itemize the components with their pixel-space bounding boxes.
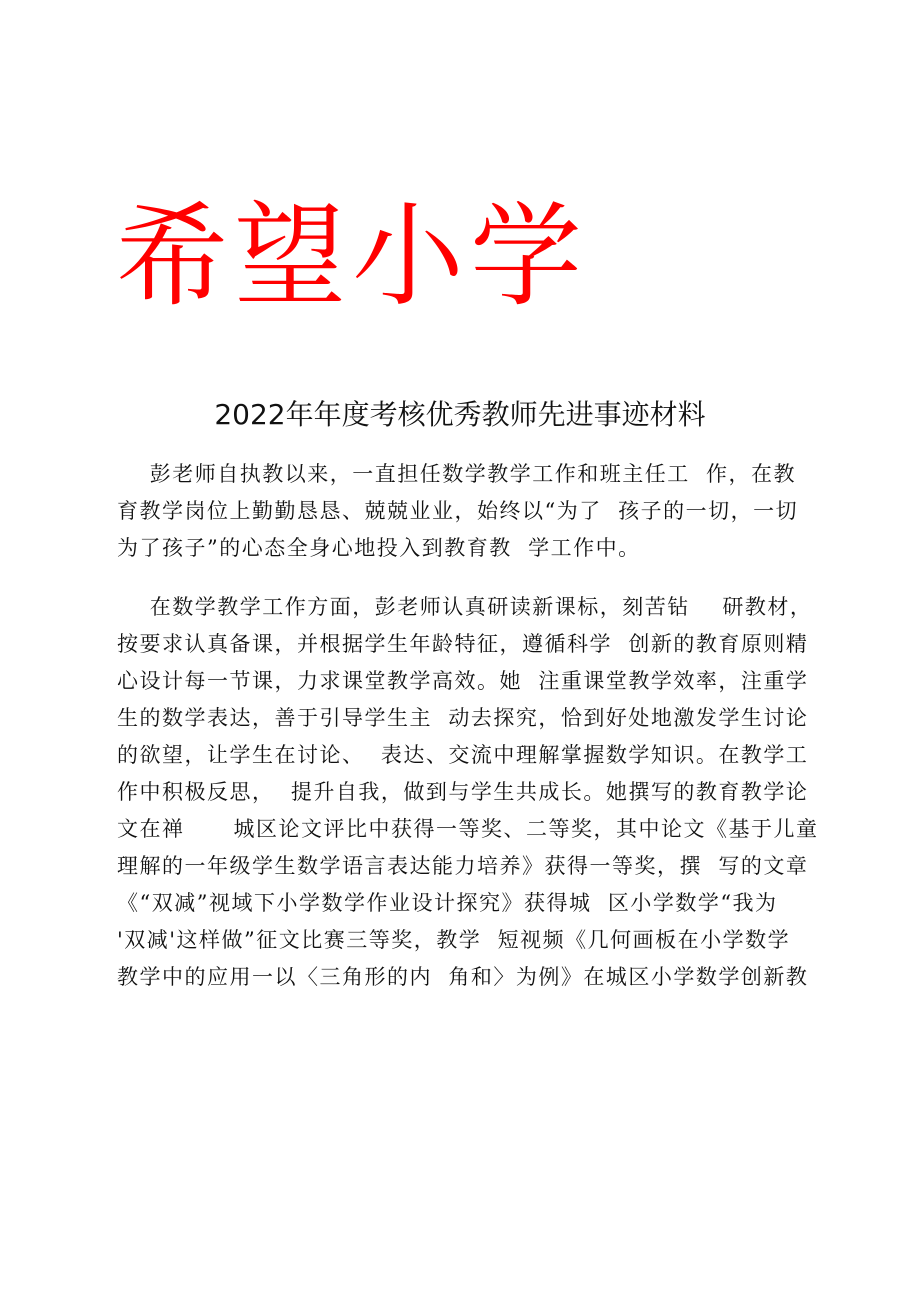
paragraph-line: 为了孩子”的心态全身心地投入到教育教 学工作中。 [117, 536, 641, 560]
paragraph-teaching-work [117, 589, 829, 996]
paragraph-line: 生的数学表达，善于引导学生主 动去探究，恰到好处地激发学生讨论 [117, 706, 809, 730]
paragraph-line: 的欲望，让学生在讨论、 表达、交流中理解掌握数学知识。在教学工 [117, 743, 809, 767]
school-name-masthead: 希望小学 [116, 192, 588, 322]
document-title: 2022年年度考核优秀教师先进事迹材料 [214, 398, 706, 431]
paragraph-line: 在数学教学工作方面，彭老师认真研读新课标，刻苦钻 研教材， [117, 595, 813, 619]
paragraph-line: 教学中的应用一以〈三角形的内 角和〉为例》在城区小学数学创新教 [117, 965, 809, 989]
paragraph-line: '双减'这样做”征文比赛三等奖，教学 短视频《几何画板在小学数学 [117, 928, 791, 952]
paragraph-line: 理解的一年级学生数学语言表达能力培养》获得一等奖，撰 写的文章 [117, 854, 809, 878]
paragraph-line: 《“双减”视域下小学数学作业设计探究》获得城 区小学数学“我为 [117, 891, 778, 915]
paragraph-line: 心设计每一节课，力求课堂教学高效。她 注重课堂教学效率，注重学 [117, 669, 809, 693]
paragraph-line: 按要求认真备课，并根据学生年龄特征，遵循科学 创新的教育原则精 [117, 632, 809, 656]
paragraph-line: 文在禅 城区论文评比中获得一等奖、二等奖，其中论文《基于儿童 [117, 817, 819, 841]
paragraph-intro [117, 456, 829, 567]
paragraph-line: 育教学岗位上勤勤恳恳、兢兢业业，始终以“为了 孩子的一切，一切 [117, 499, 799, 523]
paragraph-line: 作中积极反思， 提升自我，做到与学生共成长。她撰写的教育教学论 [117, 780, 809, 804]
paragraph-line: 彭老师自执教以来，一直担任数学教学工作和班主任工 作，在教 [117, 462, 797, 486]
